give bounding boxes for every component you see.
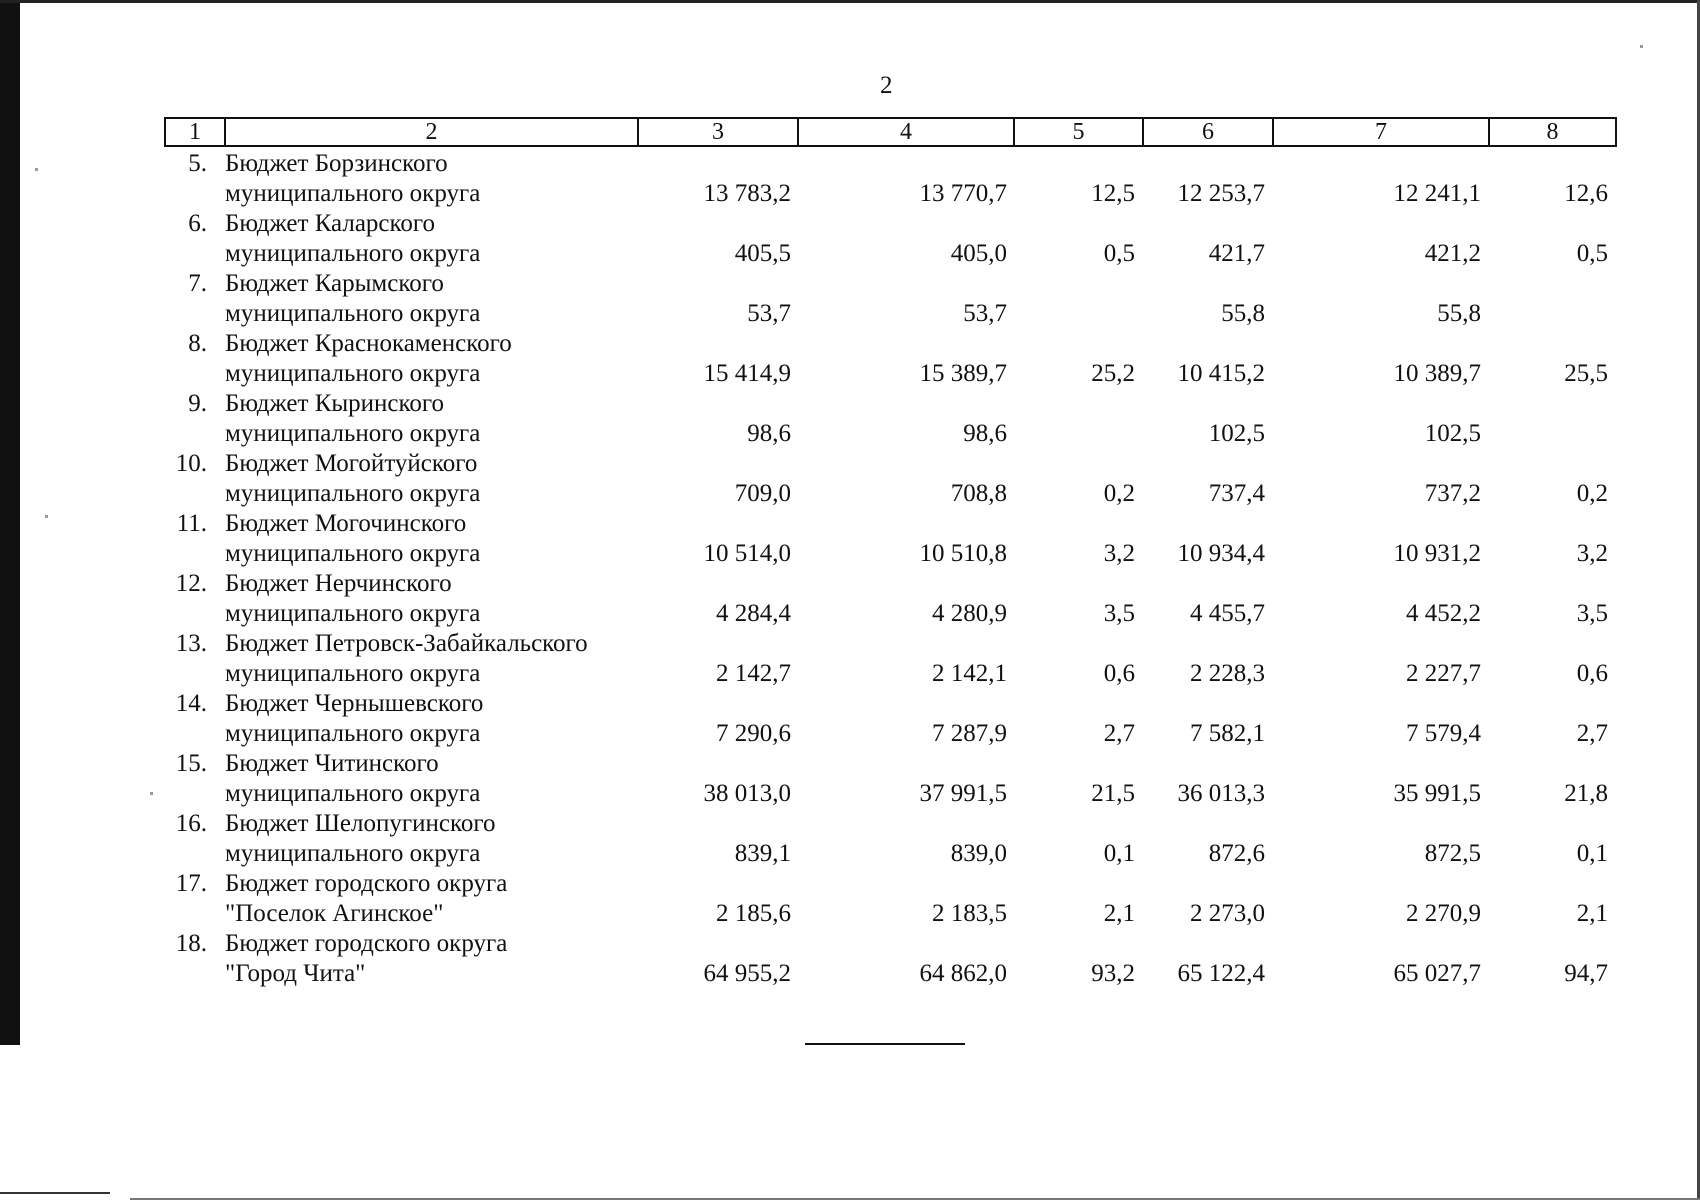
table-row — [0, 210, 1700, 270]
value-col-4: 15 389,7 — [919, 360, 1007, 387]
budget-name: Бюджет Каларского — [225, 210, 436, 237]
budget-name-cont: муниципального округа — [225, 240, 481, 267]
table-row — [0, 630, 1700, 690]
value-col-3: 7 290,6 — [716, 720, 791, 747]
page-number: 2 — [880, 72, 893, 99]
value-col-7: 737,2 — [1424, 480, 1481, 507]
value-col-4: 53,7 — [963, 300, 1007, 327]
value-col-6: 65 122,4 — [1177, 960, 1265, 987]
value-col-6: 10 415,2 — [1177, 360, 1265, 387]
row-number: 8. — [188, 330, 207, 357]
budget-name-cont: "Поселок Агинское" — [225, 900, 444, 927]
value-col-7: 2 227,7 — [1406, 660, 1481, 687]
budget-name: Бюджет Чернышевского — [225, 690, 484, 717]
budget-name: Бюджет Карымского — [225, 270, 444, 297]
value-col-3: 98,6 — [747, 420, 791, 447]
row-number: 5. — [188, 150, 207, 177]
table-row — [0, 930, 1700, 990]
value-col-3: 10 514,0 — [703, 540, 791, 567]
value-col-7: 10 389,7 — [1393, 360, 1481, 387]
budget-table-body — [0, 150, 1700, 990]
value-col-4: 2 183,5 — [932, 900, 1007, 927]
value-col-5: 12,5 — [1091, 180, 1135, 207]
budget-name: Бюджет Читинского — [225, 750, 439, 777]
row-number: 14. — [175, 690, 207, 717]
value-col-5: 25,2 — [1091, 360, 1135, 387]
value-col-5: 2,1 — [1103, 900, 1135, 927]
row-number: 7. — [188, 270, 207, 297]
value-col-5: 3,2 — [1103, 540, 1135, 567]
value-col-8: 21,8 — [1564, 780, 1608, 807]
row-number: 6. — [188, 210, 207, 237]
table-row — [0, 510, 1700, 570]
column-number-header — [164, 117, 1617, 147]
value-col-4: 2 142,1 — [932, 660, 1007, 687]
value-col-5: 0,6 — [1103, 660, 1135, 687]
value-col-3: 709,0 — [734, 480, 791, 507]
budget-name-cont: муниципального округа — [225, 300, 481, 327]
value-col-3: 2 185,6 — [716, 900, 791, 927]
value-col-6: 2 273,0 — [1190, 900, 1265, 927]
header-cell: 1 — [165, 118, 225, 146]
budget-name: Бюджет Шелопугинского — [225, 810, 496, 837]
value-col-5: 2,7 — [1103, 720, 1135, 747]
row-number: 12. — [175, 570, 207, 597]
value-col-4: 7 287,9 — [932, 720, 1007, 747]
value-col-8: 0,1 — [1576, 840, 1608, 867]
value-col-6: 737,4 — [1208, 480, 1265, 507]
row-number: 10. — [175, 450, 207, 477]
value-col-4: 708,8 — [950, 480, 1007, 507]
value-col-7: 35 991,5 — [1393, 780, 1481, 807]
budget-name-cont: муниципального округа — [225, 780, 481, 807]
end-of-table-rule — [805, 1043, 965, 1045]
value-col-8: 2,7 — [1576, 720, 1608, 747]
value-col-3: 13 783,2 — [703, 180, 791, 207]
table-row — [0, 810, 1700, 870]
value-col-4: 405,0 — [950, 240, 1007, 267]
value-col-8: 0,5 — [1576, 240, 1608, 267]
header-cell: 6 — [1143, 118, 1273, 146]
value-col-7: 12 241,1 — [1393, 180, 1481, 207]
value-col-7: 65 027,7 — [1393, 960, 1481, 987]
value-col-6: 4 455,7 — [1190, 600, 1265, 627]
table-row — [0, 390, 1700, 450]
budget-name-cont: "Город Чита" — [225, 960, 366, 987]
budget-name: Бюджет Петровск-Забайкальского — [225, 630, 588, 657]
value-col-8: 3,2 — [1576, 540, 1608, 567]
value-col-3: 839,1 — [734, 840, 791, 867]
value-col-6: 872,6 — [1208, 840, 1265, 867]
value-col-3: 64 955,2 — [703, 960, 791, 987]
header-cell: 7 — [1273, 118, 1489, 146]
value-col-6: 55,8 — [1221, 300, 1265, 327]
header-cell: 2 — [225, 118, 638, 146]
value-col-5: 21,5 — [1091, 780, 1135, 807]
budget-name-cont: муниципального округа — [225, 420, 481, 447]
scan-top-border — [0, 0, 1700, 3]
value-col-4: 64 862,0 — [919, 960, 1007, 987]
value-col-6: 2 228,3 — [1190, 660, 1265, 687]
budget-name-cont: муниципального округа — [225, 720, 481, 747]
value-col-6: 7 582,1 — [1190, 720, 1265, 747]
value-col-7: 2 270,9 — [1406, 900, 1481, 927]
value-col-6: 102,5 — [1208, 420, 1265, 447]
value-col-4: 10 510,8 — [919, 540, 1007, 567]
header-cell: 4 — [798, 118, 1014, 146]
value-col-3: 4 284,4 — [716, 600, 791, 627]
header-cell: 3 — [638, 118, 798, 146]
budget-name: Бюджет Могочинского — [225, 510, 467, 537]
header-cell: 8 — [1489, 118, 1616, 146]
value-col-8: 0,6 — [1576, 660, 1608, 687]
value-col-7: 102,5 — [1424, 420, 1481, 447]
table-row — [0, 750, 1700, 810]
value-col-4: 839,0 — [950, 840, 1007, 867]
row-number: 17. — [175, 870, 207, 897]
value-col-5: 93,2 — [1091, 960, 1135, 987]
value-col-7: 4 452,2 — [1406, 600, 1481, 627]
value-col-3: 405,5 — [734, 240, 791, 267]
row-number: 9. — [188, 390, 207, 417]
budget-name: Бюджет Нерчинского — [225, 570, 452, 597]
value-col-8: 3,5 — [1576, 600, 1608, 627]
budget-name: Бюджет Борзинского — [225, 150, 448, 177]
table-row — [0, 570, 1700, 630]
row-number: 18. — [175, 930, 207, 957]
budget-name-cont: муниципального округа — [225, 540, 481, 567]
budget-name-cont: муниципального округа — [225, 600, 481, 627]
row-number: 15. — [175, 750, 207, 777]
budget-name: Бюджет городского округа — [225, 870, 508, 897]
value-col-8: 0,2 — [1576, 480, 1608, 507]
scan-bottom-left-line — [0, 1192, 110, 1194]
value-col-5: 0,5 — [1103, 240, 1135, 267]
budget-name: Бюджет Могойтуйского — [225, 450, 478, 477]
table-row — [0, 870, 1700, 930]
value-col-6: 12 253,7 — [1177, 180, 1265, 207]
value-col-3: 38 013,0 — [703, 780, 791, 807]
value-col-8: 2,1 — [1576, 900, 1608, 927]
value-col-6: 36 013,3 — [1177, 780, 1265, 807]
budget-name-cont: муниципального округа — [225, 480, 481, 507]
value-col-7: 872,5 — [1424, 840, 1481, 867]
budget-name-cont: муниципального округа — [225, 660, 481, 687]
budget-name: Бюджет городского округа — [225, 930, 508, 957]
value-col-6: 421,7 — [1208, 240, 1265, 267]
value-col-4: 13 770,7 — [919, 180, 1007, 207]
value-col-3: 2 142,7 — [716, 660, 791, 687]
budget-name-cont: муниципального округа — [225, 180, 481, 207]
value-col-4: 37 991,5 — [919, 780, 1007, 807]
table-row — [0, 450, 1700, 510]
value-col-4: 4 280,9 — [932, 600, 1007, 627]
value-col-7: 55,8 — [1437, 300, 1481, 327]
value-col-3: 53,7 — [747, 300, 791, 327]
value-col-3: 15 414,9 — [703, 360, 791, 387]
budget-name: Бюджет Краснокаменского — [225, 330, 512, 357]
value-col-8: 94,7 — [1564, 960, 1608, 987]
value-col-7: 10 931,2 — [1393, 540, 1481, 567]
table-row — [0, 150, 1700, 210]
value-col-4: 98,6 — [963, 420, 1007, 447]
table-row — [0, 330, 1700, 390]
scan-speck — [1640, 45, 1643, 48]
value-col-5: 0,2 — [1103, 480, 1135, 507]
value-col-8: 25,5 — [1564, 360, 1608, 387]
header-cell: 5 — [1014, 118, 1143, 146]
value-col-5: 3,5 — [1103, 600, 1135, 627]
table-row — [0, 690, 1700, 750]
row-number: 13. — [175, 630, 207, 657]
value-col-8: 12,6 — [1564, 180, 1608, 207]
value-col-5: 0,1 — [1103, 840, 1135, 867]
row-number: 16. — [175, 810, 207, 837]
budget-name-cont: муниципального округа — [225, 840, 481, 867]
table-row — [0, 270, 1700, 330]
budget-name-cont: муниципального округа — [225, 360, 481, 387]
budget-name: Бюджет Кыринского — [225, 390, 445, 417]
value-col-7: 7 579,4 — [1406, 720, 1481, 747]
row-number: 11. — [176, 510, 207, 537]
value-col-6: 10 934,4 — [1177, 540, 1265, 567]
value-col-7: 421,2 — [1424, 240, 1481, 267]
